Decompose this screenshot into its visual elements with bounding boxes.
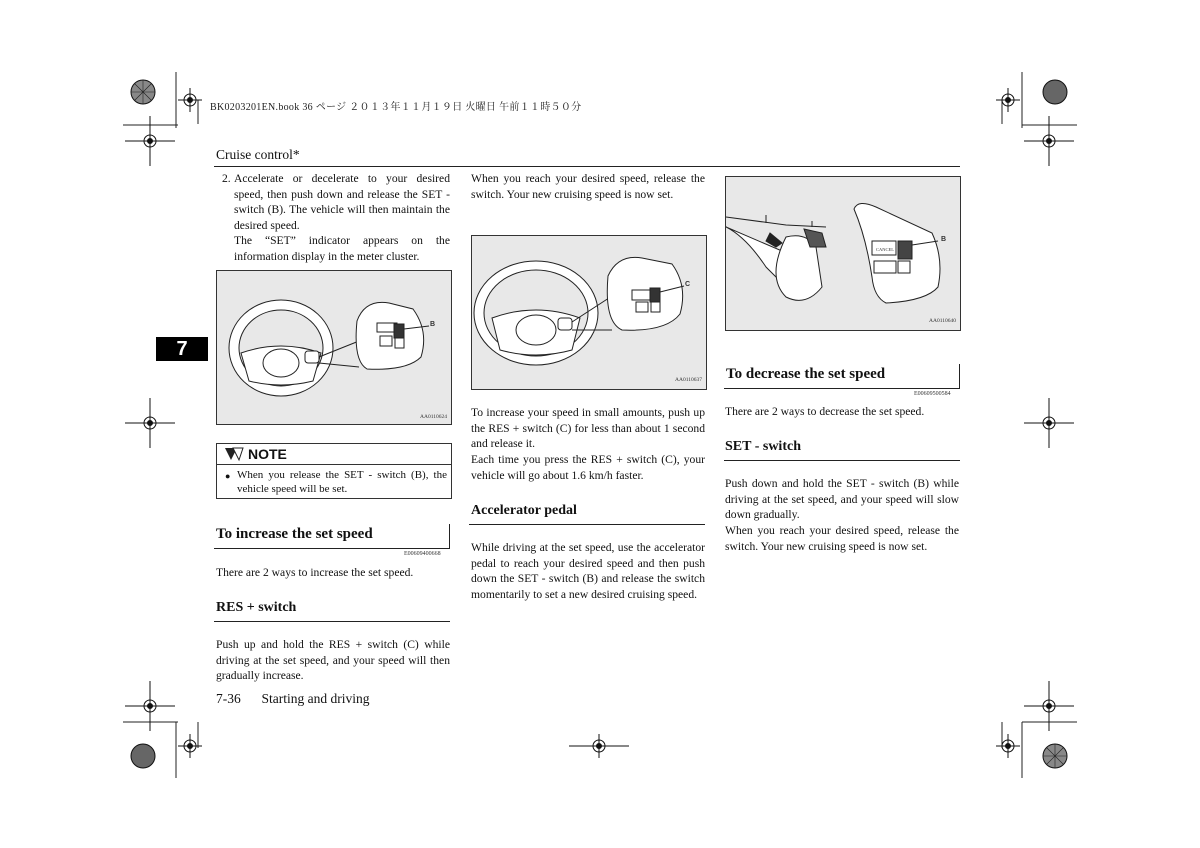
- subheading-res-switch: RES + switch: [216, 600, 297, 615]
- chapter-tab: 7: [156, 337, 208, 361]
- heading-decrease: To decrease the set speed: [726, 366, 886, 382]
- footer-page-number: 7-36: [216, 691, 241, 706]
- decrease-intro: There are 2 ways to decrease the set speed.: [725, 405, 925, 418]
- heading-decrease-rule: [724, 388, 960, 389]
- footer-section: Starting and driving: [261, 691, 370, 706]
- figure-steering-wheel-c: [471, 235, 707, 390]
- heading-increase-side: [449, 524, 450, 548]
- note-title: NOTE: [248, 446, 287, 462]
- subheading-set-rule: [724, 460, 960, 461]
- switch-closeup-illustration: [726, 177, 960, 330]
- col2-para3: Each time you press the RES + switch (C), your vehicle will go about 1.6 km/h faster.: [471, 453, 705, 482]
- header-rule: [214, 166, 960, 167]
- steering-wheel-illustration-c: [472, 236, 706, 389]
- step-number: 2.: [222, 172, 231, 185]
- heading-increase: To increase the set speed: [216, 526, 373, 542]
- figure-code-c: AA0110637: [675, 377, 702, 383]
- subheading-accelerator-rule: [469, 524, 705, 525]
- bullet-icon: ●: [225, 471, 231, 481]
- col2-para2: To increase your speed in small amounts, push up the RES + switch (C) for less than about 1 second and release it.: [471, 406, 705, 451]
- note-icon: [223, 446, 245, 462]
- step-2-text: Accelerate or decelerate to your desired speed, then push down and release the SET - switch (B). The vehicle will then maintain the desired speed.: [234, 172, 450, 232]
- cancel-button-label: CANCEL: [876, 247, 894, 252]
- col3-para2: When you reach your desired speed, release the switch. Your new cruising speed is now set.: [725, 524, 959, 553]
- steering-wheel-illustration: [217, 271, 451, 424]
- figure-code-3: AA0110640: [929, 318, 956, 324]
- step-2-indicator-text: The “SET” indicator appears on the information display in the meter cluster.: [234, 234, 450, 263]
- heading-increase-code: E00609400668: [404, 551, 441, 557]
- book-meta-line: BK0203201EN.book 36 ページ ２０１３年１１月１９日 火曜日 午前１１時５０分: [210, 102, 582, 113]
- note-box: [216, 443, 452, 499]
- running-header: Cruise control*: [216, 147, 300, 162]
- heading-increase-rule: [214, 548, 450, 549]
- increase-intro: There are 2 ways to increase the set speed.: [216, 566, 414, 579]
- subheading-res-rule: [214, 621, 450, 622]
- figure-steering-wheel-b: [216, 270, 452, 425]
- subheading-accelerator: Accelerator pedal: [471, 503, 577, 518]
- heading-decrease-side: [959, 364, 960, 388]
- figure-callout-b: B: [430, 321, 436, 328]
- col3-para1: Push down and hold the SET - switch (B) while driving at the set speed, and your speed will slow down gradually.: [725, 477, 959, 522]
- subheading-set-switch: SET - switch: [725, 439, 801, 454]
- note-text: When you release the SET - switch (B), the vehicle speed will be set.: [237, 469, 447, 495]
- col2-para1: When you reach your desired speed, release the switch. Your new cruising speed is now set.: [471, 172, 705, 201]
- figure-switch-closeup: [725, 176, 961, 331]
- figure-callout-c: C: [685, 281, 691, 288]
- heading-decrease-code: E00609500584: [914, 391, 951, 397]
- note-body: [217, 465, 451, 499]
- res-switch-body: Push up and hold the RES + switch (C) while driving at the set speed, and your speed will then gradually increase.: [216, 638, 450, 683]
- col2-para4: While driving at the set speed, use the accelerator pedal to reach your desired speed and then push down the SET - switch (B) and release the switch momentarily to set a new desired cruising speed.: [471, 541, 705, 601]
- figure-code: AA0110624: [420, 414, 447, 420]
- footer: [216, 691, 370, 707]
- figure-callout-b-3: B: [941, 236, 947, 243]
- step-2: [216, 171, 450, 265]
- note-header: [217, 444, 451, 465]
